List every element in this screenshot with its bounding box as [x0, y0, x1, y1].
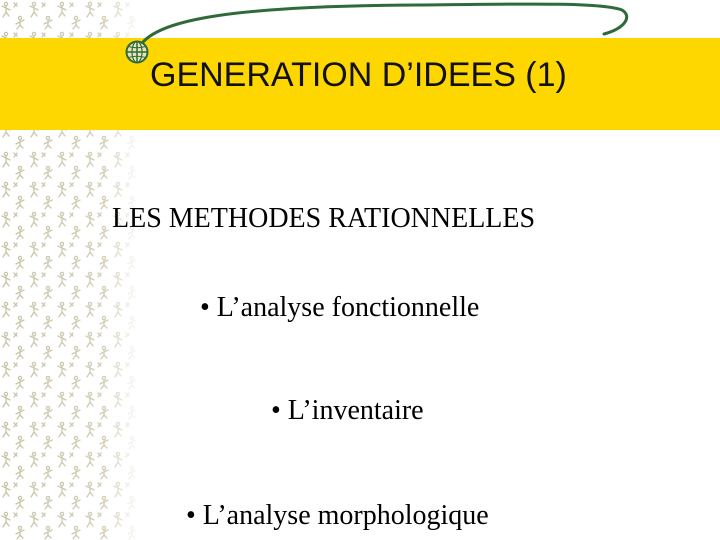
globe-icon [124, 39, 150, 65]
bullet-item-analyse-fonctionnelle: • L’analyse fonctionnelle [200, 292, 480, 323]
bullet-item-analyse-morphologique: • L’analyse morphologique [186, 500, 489, 531]
bullet-item-inventaire: • L’inventaire [271, 395, 424, 426]
slide-title: GENERATION D’IDEES (1) [150, 56, 567, 94]
section-heading: LES METHODES RATIONNELLES [112, 203, 536, 234]
